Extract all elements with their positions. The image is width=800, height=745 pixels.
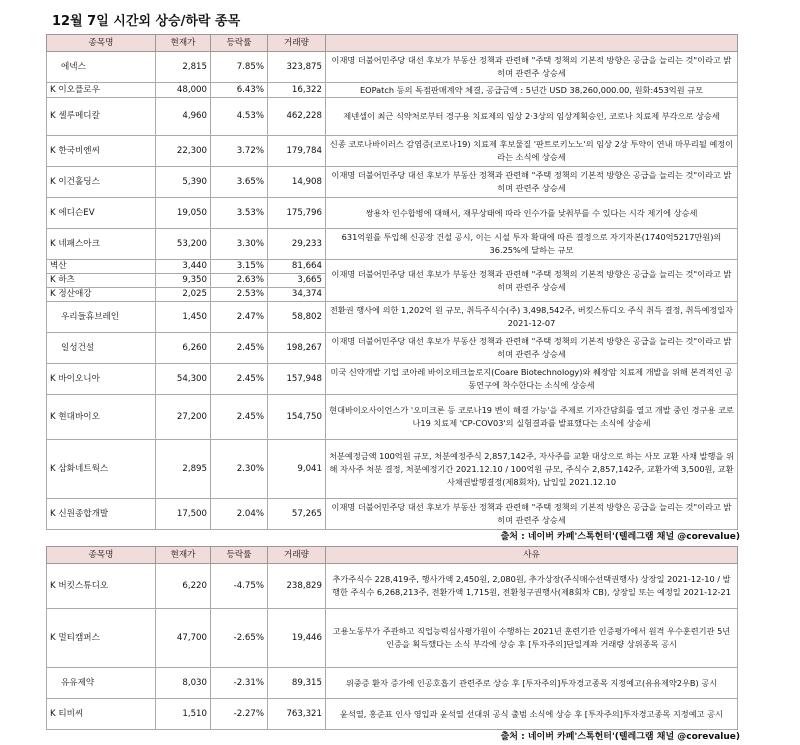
stock-name: K 현대바이오	[47, 395, 156, 440]
rate-cell: 2.45%	[211, 333, 268, 364]
fall-table	[46, 546, 738, 730]
rate-cell: 7.85%	[211, 52, 268, 83]
volume-cell: 157,948	[268, 364, 326, 395]
reason-cell: 미국 신약개발 기업 코아레 바이오테크놀로지(Coare Biotechnology)와 췌장암 치료제 개발을 위해 본격적인 공동연구에 착수한다는 소식에 상승세	[326, 364, 738, 395]
rate-cell: 2.45%	[211, 364, 268, 395]
source-note: 출처 : 네이버 카페'스톡헌터'(텔레그램 채널 @corevalue)	[500, 532, 740, 542]
table-row	[47, 167, 738, 198]
volume-cell: 179,784	[268, 136, 326, 167]
stock-name: K 바이오니아	[47, 364, 156, 395]
reason-cell: 전환권 행사에 의한 1,202억 원 규모, 취득주식수(주) 3,498,542주, 버킷스튜디오 주식 취득 결정, 취득예정일자 2021-12-07	[326, 302, 738, 333]
stock-name: 에넥스	[47, 52, 156, 83]
table-row	[47, 668, 738, 699]
table-row	[47, 564, 738, 609]
reason-cell: 이재명 더불어민주당 대선 후보가 부동산 정책과 관련해 "주택 정책의 기본적 방향은 공급을 늘리는 것"이라고 밝히며 관련주 상승세	[326, 499, 738, 530]
rate-cell: 2.30%	[211, 440, 268, 499]
price-cell: 8,030	[156, 668, 211, 699]
table-row	[47, 395, 738, 440]
stock-name: K 이건홀딩스	[47, 167, 156, 198]
reason-cell: 이재명 더불어민주당 대선 후보가 부동산 정책과 관련해 "주택 정책의 기본적 방향은 공급을 늘리는 것"이라고 밝히며 관련주 상승세	[326, 260, 738, 302]
stock-name: K 한국비엔씨	[47, 136, 156, 167]
header-reason	[326, 35, 738, 52]
volume-cell: 198,267	[268, 333, 326, 364]
price-cell: 4,960	[156, 98, 211, 136]
rate-cell: 2.53%	[211, 288, 268, 302]
volume-cell: 154,750	[268, 395, 326, 440]
stock-name: K 정산애강	[47, 288, 156, 302]
stock-name: 유유제약	[47, 668, 156, 699]
price-cell: 2,895	[156, 440, 211, 499]
table-row	[47, 364, 738, 395]
table-row	[47, 499, 738, 530]
stock-name: K 멀티캠퍼스	[47, 609, 156, 668]
price-cell: 3,440	[156, 260, 211, 274]
volume-cell: 58,802	[268, 302, 326, 333]
reason-cell: 고용노동부가 주관하고 직업능력심사평가원이 수행하는 2021년 훈련기관 인증평가에서 원격 우수훈련기관 5년 인증을 획득했다는 소식 부각에 상승 후 [투자주의]단일계좌 거래량 상위종목 공시	[326, 609, 738, 668]
reason-cell: 위중증 환자 증가에 인공호흡기 관련주로 상승 후 [투자주의]투자경고종목 지정예고(유유제약2우B) 공시	[326, 668, 738, 699]
reason-cell: 이재명 더불어민주당 대선 후보가 부동산 정책과 관련해 "주택 정책의 기본적 방향은 공급을 늘리는 것"이라고 밝히며 관련주 상승세	[326, 52, 738, 83]
header-name: 종목명	[47, 547, 156, 564]
volume-cell: 89,315	[268, 668, 326, 699]
rate-cell: -2.65%	[211, 609, 268, 668]
volume-cell: 81,664	[268, 260, 326, 274]
rate-cell: 3.15%	[211, 260, 268, 274]
price-cell: 17,500	[156, 499, 211, 530]
rate-cell: 6.43%	[211, 83, 268, 98]
table-row	[47, 302, 738, 333]
rate-cell: -2.27%	[211, 699, 268, 730]
volume-cell: 175,796	[268, 198, 326, 229]
header-rate: 등락률	[211, 547, 268, 564]
table-header-row	[47, 547, 738, 564]
reason-cell: 제넨셀이 최근 식약처로부터 경구용 치료제의 임상 2·3상의 임상계획승인, 코로나 치료제 부각으로 상승세	[326, 98, 738, 136]
stock-name: K 신원종합개발	[47, 499, 156, 530]
price-cell: 22,300	[156, 136, 211, 167]
price-cell: 19,050	[156, 198, 211, 229]
header-price: 현재가	[156, 547, 211, 564]
header-name: 종목명	[47, 35, 156, 52]
source-note: 출처 : 네이버 카페'스톡헌터'(텔레그램 채널 @corevalue)	[500, 732, 740, 742]
volume-cell: 34,374	[268, 288, 326, 302]
stock-name: K 이오플로우	[47, 83, 156, 98]
header-price: 현재가	[156, 35, 211, 52]
table-row	[47, 136, 738, 167]
reason-cell: 이재명 더불어민주당 대선 후보가 부동산 정책과 관련해 "주택 정책의 기본적 방향은 공급을 늘리는 것"이라고 밝히며 관련주 상승세	[326, 167, 738, 198]
price-cell: 2,815	[156, 52, 211, 83]
reason-cell: 쌍용차 인수합병에 대해서, 재무상태에 따라 인수가를 낮춰부를 수 있다는 시각 제기에 상승세	[326, 198, 738, 229]
table-row	[47, 198, 738, 229]
rate-cell: 3.30%	[211, 229, 268, 260]
price-cell: 1,510	[156, 699, 211, 730]
reason-cell: 현대바이오사이언스가 '오미크론 등 코로나19 변이 해결 가능'을 주제로 기자간담회를 열고 개발 중인 경구용 코로나19 치료제 'CP-COV03'의 실험결과를 발표했다는 소식에 상승세	[326, 395, 738, 440]
stock-name: K 버킷스튜디오	[47, 564, 156, 609]
stock-name: K 삼화네트웍스	[47, 440, 156, 499]
volume-cell: 763,321	[268, 699, 326, 730]
stock-name: K 하츠	[47, 274, 156, 288]
table-row	[47, 333, 738, 364]
stock-name: 일성건설	[47, 333, 156, 364]
volume-cell: 29,233	[268, 229, 326, 260]
price-cell: 2,025	[156, 288, 211, 302]
rate-cell: 3.65%	[211, 167, 268, 198]
table-row	[47, 98, 738, 136]
volume-cell: 14,908	[268, 167, 326, 198]
rate-cell: 2.45%	[211, 395, 268, 440]
volume-cell: 462,228	[268, 98, 326, 136]
rate-cell: 3.53%	[211, 198, 268, 229]
price-cell: 6,260	[156, 333, 211, 364]
price-cell: 47,700	[156, 609, 211, 668]
header-reason: 사유	[326, 547, 738, 564]
price-cell: 54,300	[156, 364, 211, 395]
price-cell: 53,200	[156, 229, 211, 260]
price-cell: 5,390	[156, 167, 211, 198]
rate-cell: -4.75%	[211, 564, 268, 609]
volume-cell: 57,265	[268, 499, 326, 530]
table-row	[47, 699, 738, 730]
reason-cell: 처분예정금액 100억원 규모, 처분예정주식 2,857,142주, 자사주를 교환 대상으로 하는 사모 교환 사채 발행을 위해 자사주 처분 결정, 처분예정기간 2021.12.10 / 100억원 규모, 주식수 2,857,142주, 교환가액 3,500원, 교환사채권발행결정(제8회차), 납입일 2021.12.10	[326, 440, 738, 499]
reason-cell: 이재명 더불어민주당 대선 후보가 부동산 정책과 관련해 "주택 정책의 기본적 방향은 공급을 늘리는 것"이라고 밝히며 관련주 상승세	[326, 333, 738, 364]
header-volume: 거래량	[268, 547, 326, 564]
table-row	[47, 260, 738, 274]
table-row	[47, 440, 738, 499]
table-row	[47, 229, 738, 260]
volume-cell: 9,041	[268, 440, 326, 499]
stock-name: 우리들휴브레인	[47, 302, 156, 333]
volume-cell: 323,875	[268, 52, 326, 83]
price-cell: 48,000	[156, 83, 211, 98]
stock-name: K 티비씨	[47, 699, 156, 730]
rate-cell: 4.53%	[211, 98, 268, 136]
rate-cell: -2.31%	[211, 668, 268, 699]
rate-cell: 3.72%	[211, 136, 268, 167]
price-cell: 27,200	[156, 395, 211, 440]
table-row	[47, 609, 738, 668]
volume-cell: 238,829	[268, 564, 326, 609]
stock-name: 벽산	[47, 260, 156, 274]
table-row	[47, 83, 738, 98]
rate-cell: 2.04%	[211, 499, 268, 530]
stock-name: K 셀루메디칼	[47, 98, 156, 136]
volume-cell: 19,446	[268, 609, 326, 668]
price-cell: 1,450	[156, 302, 211, 333]
rise-table	[46, 34, 738, 530]
stock-name: K 에디슨EV	[47, 198, 156, 229]
header-volume: 거래량	[268, 35, 326, 52]
header-rate: 등락률	[211, 35, 268, 52]
volume-cell: 16,322	[268, 83, 326, 98]
price-cell: 6,220	[156, 564, 211, 609]
reason-cell: 추가주식수 228,419주, 행사가액 2,450원, 2,080원, 추가상장(주식매수선택권행사) 상장일 2021-12-10 / 발행한 주식수 6,268,213주, 전환가액 1,715원, 전환청구권행사(제8회차 CB), 상장일 또는 예정일 2021-12-21	[326, 564, 738, 609]
reason-cell: 윤석열, 홍준표 인사 영입과 윤석열 선대위 공식 출범 소식에 상승 후 [투자주의]투자경고종목 지정예고 공시	[326, 699, 738, 730]
reason-cell: 631억원를 투입해 신공장 건설 공시, 이는 시설 투자 확대에 따른 결정으로 자기자본(1740억5217만원)의 36.25%에 달하는 규모	[326, 229, 738, 260]
reason-cell: EOPatch 등의 독점판매계약 체결, 공급금액 : 5년간 USD 38,260,000.00, 원화:453억원 규모	[326, 83, 738, 98]
reason-cell: 신종 코로나바이러스 감염증(코로나19) 치료제 후보물질 '판트로키노노'의 임상 2상 투약이 연내 마무리될 예정이라는 소식에 상승세	[326, 136, 738, 167]
table-header-row	[47, 35, 738, 52]
volume-cell: 3,665	[268, 274, 326, 288]
table-row	[47, 52, 738, 83]
price-cell: 9,350	[156, 274, 211, 288]
rate-cell: 2.47%	[211, 302, 268, 333]
rate-cell: 2.63%	[211, 274, 268, 288]
page-title: 12월 7일 시간외 상승/하락 종목	[52, 14, 241, 29]
stock-name: K 네패스아크	[47, 229, 156, 260]
